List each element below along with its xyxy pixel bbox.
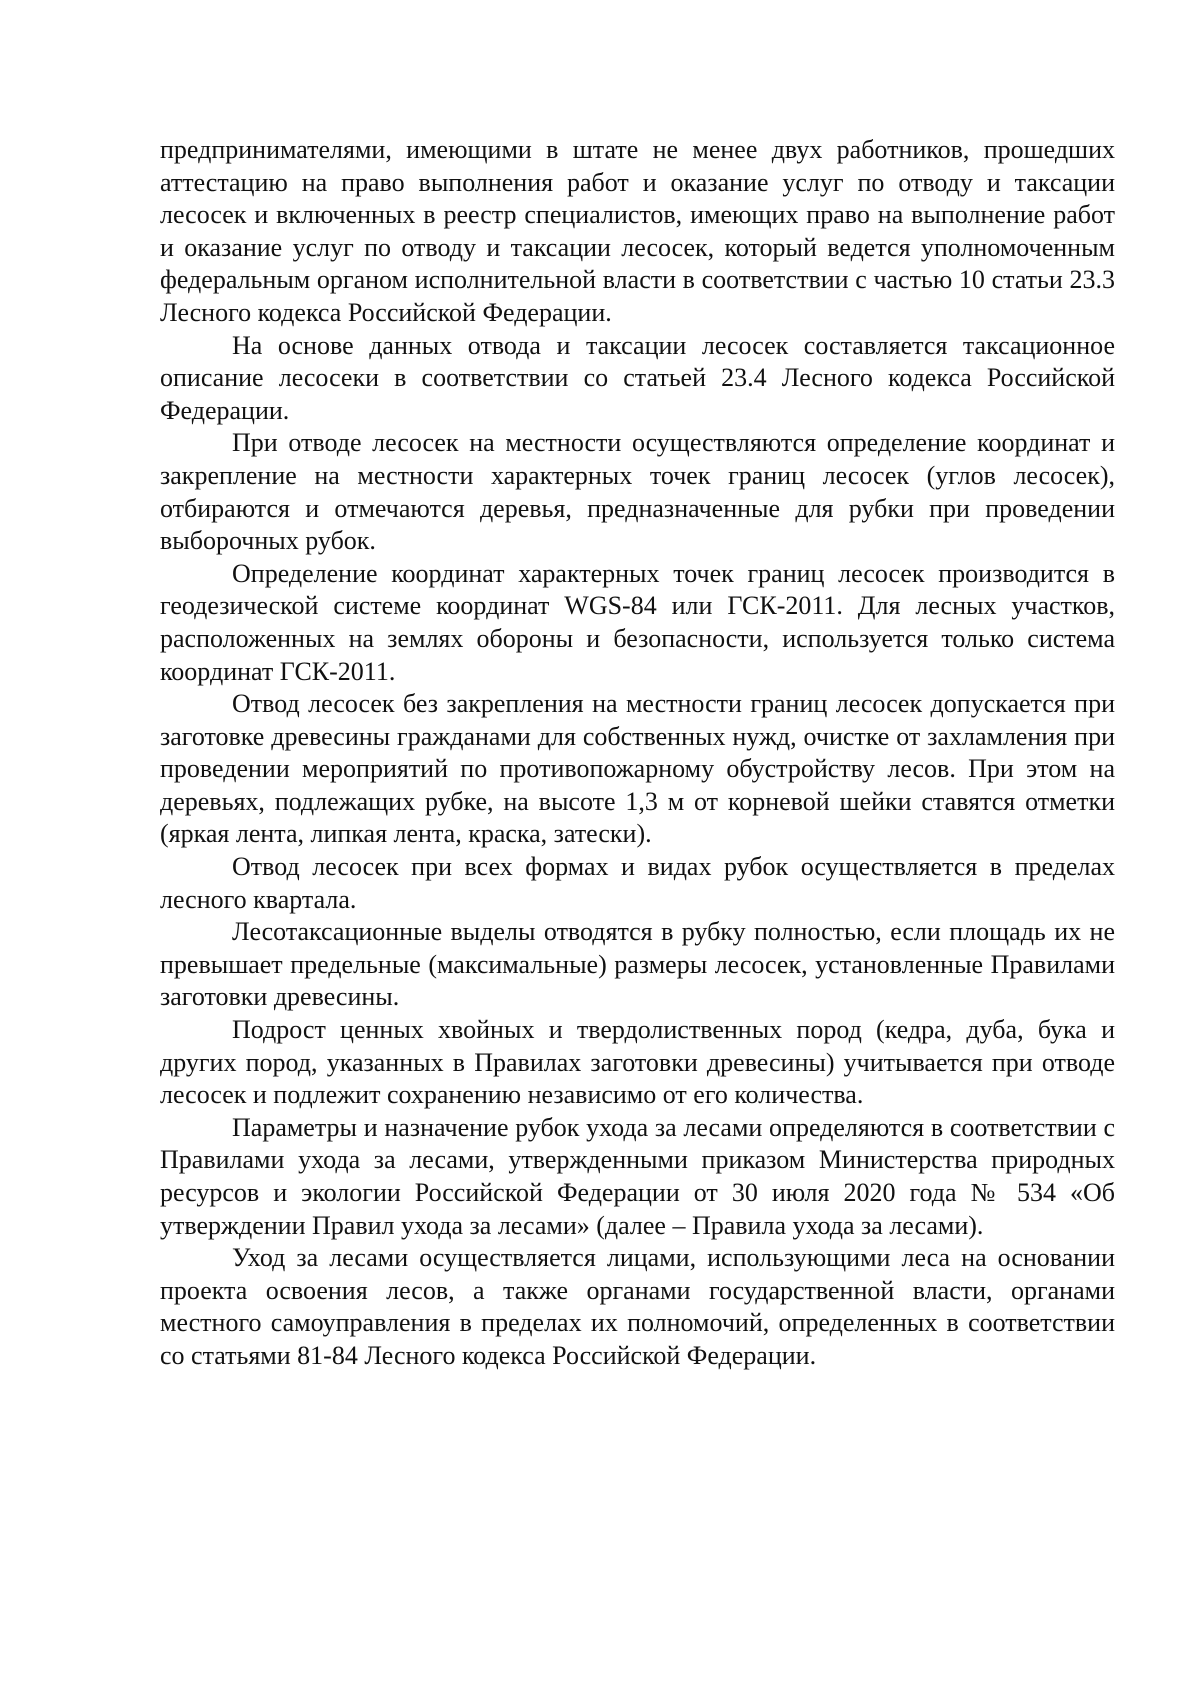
paragraph-cutting-area-allotment: При отводе лесосек на местности осуществляются определение координат и закрепление на местности характерных точек границ лесосек (углов лесосек), отбираются и отмечаются деревья, предназначенные для рубки при проведении выборочных рубок.	[160, 428, 1115, 556]
paragraph-specialists: предпринимателями, имеющими в штате не менее двух работников, прошедших аттестацию на право выполнения работ и оказание услуг по отводу и таксации лесосек и включенных в реестр специалистов, имеющих право на выполнение работ и оказание услуг по отводу и таксации лесосек, который ведется уполномоченным федеральным органом исполнительной власти в соответствии с частью 10 статьи 23.3 Лесного кодекса Российской Федерации.	[160, 135, 1115, 327]
paragraph-taxation-units: Лесотаксационные выделы отводятся в рубку полностью, если площадь их не превышает предельные (максимальные) размеры лесосек, установленные Правилами заготовки древесины.	[160, 917, 1115, 1012]
paragraph-thinning-parameters: Параметры и назначение рубок ухода за лесами определяются в соответствии с Правилами ухода за лесами, утвержденными приказом Министерства природных ресурсов и экологии Российской Федерации от 30 июля 2020 года № 534 «Об утверждении Правил ухода за лесами» (далее – Правила ухода за лесами).	[160, 1112, 1115, 1240]
paragraph-undergrowth: Подрост ценных хвойных и твердолиственных пород (кедра, дуба, бука и других пород, указанных в Правилах заготовки древесины) учитывается при отводе лесосек и подлежит сохранению независимо от его количества.	[160, 1015, 1115, 1110]
paragraph-allotment-without-fixing: Отвод лесосек без закрепления на местности границ лесосек допускается при заготовке древесины гражданами для собственных нужд, очистке от захламления при проведении мероприятий по противопожарному обустройству лесов. При этом на деревьях, подлежащих рубке, на высоте 1,3 м от корневой шейки ставятся отметки (яркая лента, липкая лента, краска, затески).	[160, 689, 1115, 849]
document-page	[160, 134, 1115, 1373]
paragraph-forest-care: Уход за лесами осуществляется лицами, использующими леса на основании проекта освоения лесов, а также органами государственной власти, органами местного самоуправления в пределах их полномочий, определенных в соответствии со статьями 81-84 Лесного кодекса Российской Федерации.	[160, 1243, 1115, 1370]
paragraph-forest-quarter: Отвод лесосек при всех формах и видах рубок осуществляется в пределах лесного квартала.	[160, 852, 1115, 914]
paragraph-taxation-description: На основе данных отвода и таксации лесосек составляется таксационное описание лесосеки в соответствии со статьей 23.4 Лесного кодекса Российской Федерации.	[160, 330, 1115, 425]
paragraph-coordinate-system: Определение координат характерных точек границ лесосек производится в геодезической системе координат WGS-84 или ГСК-2011. Для лесных участков, расположенных на землях обороны и безопасности, используется только система координат ГСК-2011.	[160, 558, 1115, 686]
